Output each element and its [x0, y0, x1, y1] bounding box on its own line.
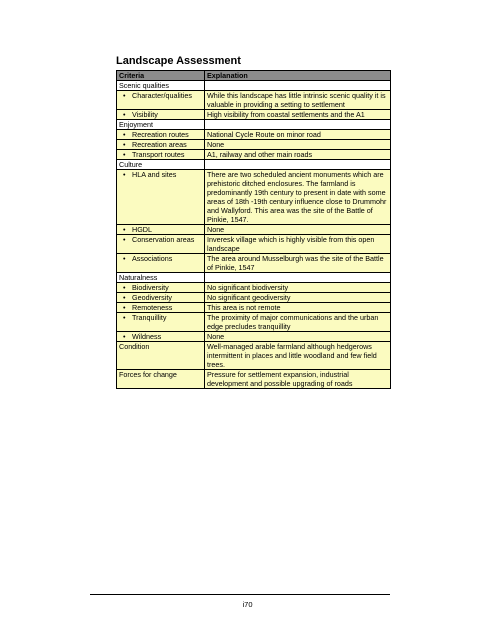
criteria-label: Visibility: [132, 110, 158, 119]
criteria-cell: Condition: [117, 342, 205, 370]
bullet-item: [123, 303, 202, 312]
section-row: [117, 273, 391, 283]
explanation-cell: None: [205, 225, 391, 235]
criteria-label: Geodiversity: [132, 293, 172, 302]
bullet-icon: •: [123, 130, 126, 139]
criteria-cell: [117, 303, 205, 313]
explanation-header: Explanation: [205, 71, 391, 81]
bullet-icon: •: [123, 110, 126, 119]
bullet-item: [123, 170, 202, 179]
table-row: [117, 170, 391, 225]
table-row: [117, 370, 391, 389]
explanation-cell: No significant geodiversity: [205, 293, 391, 303]
bullet-icon: •: [123, 293, 126, 302]
bullet-item: [123, 150, 202, 159]
explanation-cell: High visibility from coastal settlements and the A1: [205, 110, 391, 120]
bullet-item: [123, 110, 202, 119]
explanation-cell: [205, 160, 391, 170]
table-row: [117, 332, 391, 342]
criteria-label: Character/qualities: [132, 91, 192, 100]
bullet-item: [123, 332, 202, 341]
explanation-cell: Pressure for settlement expansion, industrial development and possible upgrading of roads: [205, 370, 391, 389]
bullet-item: [123, 130, 202, 139]
table-row: [117, 293, 391, 303]
assessment-table-body: [117, 71, 391, 389]
table-row: [117, 303, 391, 313]
table-row: [117, 254, 391, 273]
explanation-cell: [205, 273, 391, 283]
bullet-item: [123, 313, 202, 322]
criteria-cell: [117, 332, 205, 342]
criteria-cell: Culture: [117, 160, 205, 170]
table-row: [117, 225, 391, 235]
table-row: [117, 283, 391, 293]
table-row: [117, 150, 391, 160]
criteria-cell: [117, 235, 205, 254]
criteria-cell: [117, 313, 205, 332]
bullet-icon: •: [123, 303, 126, 312]
criteria-cell: [117, 225, 205, 235]
criteria-cell: [117, 293, 205, 303]
bullet-icon: •: [123, 170, 126, 179]
explanation-cell: While this landscape has little intrinsic scenic quality it is valuable in providing a setting to settlement: [205, 91, 391, 110]
explanation-cell: [205, 120, 391, 130]
section-row: [117, 120, 391, 130]
criteria-cell: [117, 170, 205, 225]
criteria-label: HLA and sites: [132, 170, 177, 179]
bullet-item: [123, 293, 202, 302]
explanation-cell: There are two scheduled ancient monuments which are prehistoric ditched enclosures. The farmland is predominantly 19th century to present in date with some areas of 18th -19th century influence close to Drummohr and Wallyford. This area was the site of the Battle of Pinkie, 1547.: [205, 170, 391, 225]
explanation-cell: None: [205, 140, 391, 150]
table-row: [117, 110, 391, 120]
bullet-item: [123, 283, 202, 292]
section-row: [117, 160, 391, 170]
criteria-label: Tranquillity: [132, 313, 167, 322]
criteria-label: Associations: [132, 254, 173, 263]
criteria-label: Wildness: [132, 332, 162, 341]
table-row: [117, 130, 391, 140]
assessment-table: [116, 70, 391, 389]
bullet-icon: •: [123, 140, 126, 149]
criteria-label: HGDL: [132, 225, 152, 234]
table-header-row: [117, 71, 391, 81]
page-title: Landscape Assessment: [116, 55, 241, 67]
explanation-cell: The area around Musselburgh was the site of the Battle of Pinkie, 1547: [205, 254, 391, 273]
footer-divider: [90, 594, 390, 595]
bullet-item: [123, 235, 202, 244]
explanation-cell: None: [205, 332, 391, 342]
criteria-cell: [117, 254, 205, 273]
bullet-icon: •: [123, 235, 126, 244]
table-row: [117, 235, 391, 254]
page-number: i70: [242, 600, 253, 609]
criteria-cell: [117, 110, 205, 120]
bullet-icon: •: [123, 332, 126, 341]
bullet-item: [123, 254, 202, 263]
criteria-cell: Scenic qualities: [117, 81, 205, 91]
table-row: [117, 91, 391, 110]
table-row: [117, 313, 391, 332]
bullet-item: [123, 225, 202, 234]
bullet-icon: •: [123, 150, 126, 159]
explanation-cell: Well-managed arable farmland although hedgerows intermittent in places and little woodland and few field trees.: [205, 342, 391, 370]
explanation-cell: Inveresk village which is highly visible from this open landscape: [205, 235, 391, 254]
explanation-cell: No significant biodiversity: [205, 283, 391, 293]
criteria-label: Recreation areas: [132, 140, 187, 149]
bullet-icon: •: [123, 225, 126, 234]
criteria-label: Conservation areas: [132, 235, 195, 244]
criteria-label: Remoteness: [132, 303, 173, 312]
explanation-cell: This area is not remote: [205, 303, 391, 313]
bullet-icon: •: [123, 283, 126, 292]
criteria-cell: [117, 140, 205, 150]
explanation-cell: The proximity of major communications and the urban edge precludes tranquillity: [205, 313, 391, 332]
criteria-cell: Enjoyment: [117, 120, 205, 130]
criteria-cell: [117, 283, 205, 293]
criteria-header: Criteria: [117, 71, 205, 81]
explanation-cell: A1, railway and other main roads: [205, 150, 391, 160]
criteria-cell: Naturalness: [117, 273, 205, 283]
criteria-label: Biodiversity: [132, 283, 169, 292]
criteria-cell: [117, 150, 205, 160]
section-row: [117, 81, 391, 91]
table-row: [117, 342, 391, 370]
bullet-item: [123, 91, 202, 100]
explanation-cell: National Cycle Route on minor road: [205, 130, 391, 140]
criteria-label: Recreation routes: [132, 130, 189, 139]
table-row: [117, 140, 391, 150]
criteria-cell: Forces for change: [117, 370, 205, 389]
criteria-cell: [117, 130, 205, 140]
criteria-cell: [117, 91, 205, 110]
bullet-item: [123, 140, 202, 149]
criteria-label: Transport routes: [132, 150, 185, 159]
bullet-icon: •: [123, 91, 126, 100]
explanation-cell: [205, 81, 391, 91]
bullet-icon: •: [123, 254, 126, 263]
bullet-icon: •: [123, 313, 126, 322]
